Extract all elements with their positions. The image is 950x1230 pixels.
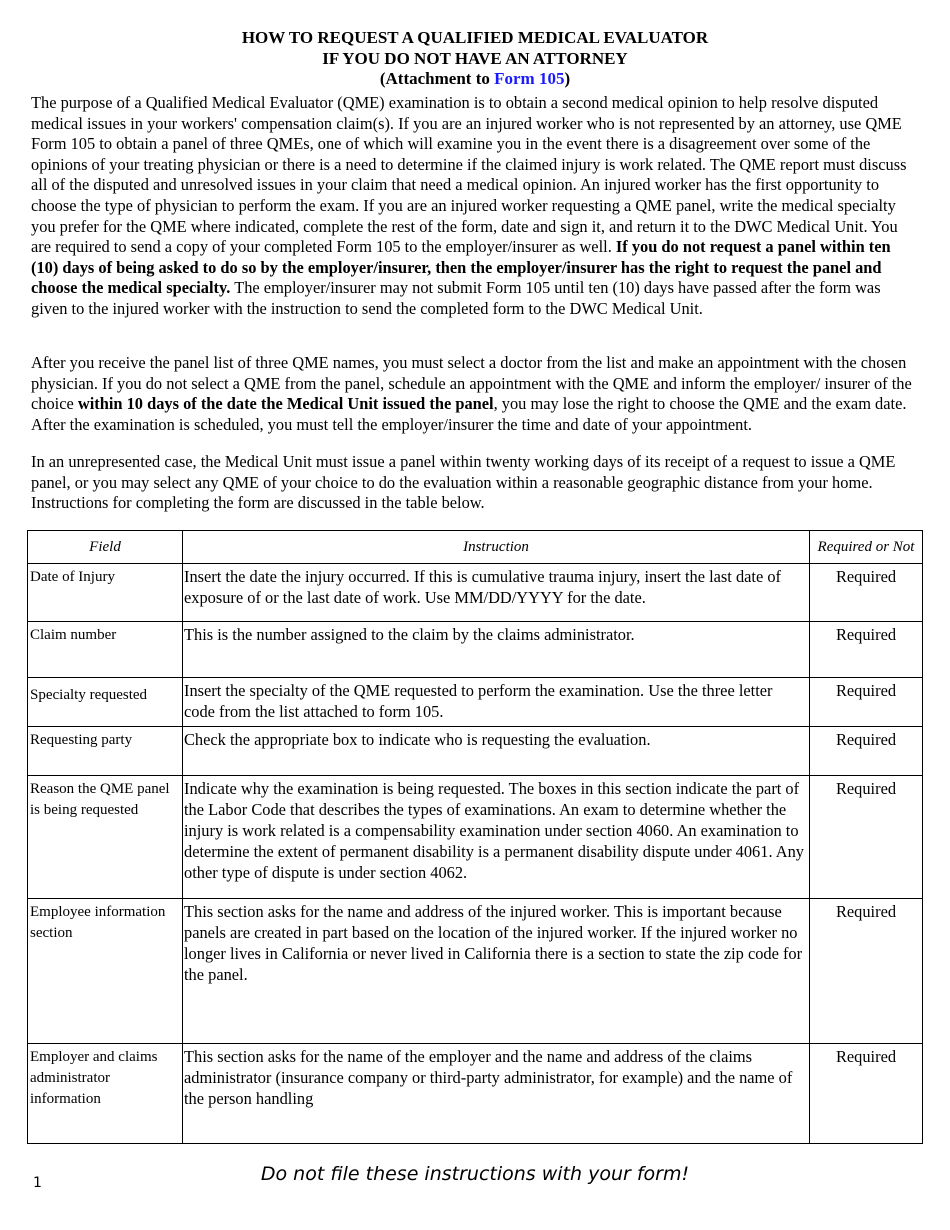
row-instruction: Insert the date the injury occurred. If this is cumulative trauma injury, insert the last date of exposure of or the last date of work. Use MM/DD/YYYY for the date.	[183, 564, 810, 622]
row-instruction: Check the appropriate box to indicate who is requesting the evaluation.	[183, 727, 810, 776]
header-instruction: Instruction	[183, 531, 810, 564]
row-required: Required	[810, 678, 923, 727]
intro-paragraph-2	[31, 353, 919, 435]
table-row	[28, 1044, 923, 1144]
table-row	[28, 776, 923, 899]
intro-p1-text-a: The purpose of a Qualified Medical Evaluator (QME) examination is to obtain a second medical opinion to help resolve disputed medical issues in your workers' compensation claim(s). If you are an injured worker who is not represented by an attorney, use QME Form 105 to obtain a panel of three QMEs, one of which will examine you in the event there is a disagreement over some of the opinions of your treating physician or there is a need to determine if the claimed injury is work related. The QME report must discuss all of the disputed and unresolved issues in your claim that need a medical opinion. An injured worker has the first opportunity to choose the type of physician to perform the exam. If you are an injured worker requesting a QME panel, write the medical specialty you prefer for the QME where indicated, complete the rest of the form, date and sign it, and return it to the DWC Medical Unit. You are required to send a copy of your completed Form 105 to the employer/insurer as well.	[31, 93, 907, 257]
page-number: 1	[33, 1175, 42, 1191]
form-105-link[interactable]: Form 105	[494, 69, 565, 88]
document-title	[0, 28, 950, 90]
row-required: Required	[810, 727, 923, 776]
title-line-3-suffix: )	[564, 69, 571, 88]
header-required: Required or Not	[810, 531, 923, 564]
title-line-3-prefix: (Attachment to	[379, 69, 495, 88]
table-header-row	[28, 531, 923, 564]
intro-paragraph-3: In an unrepresented case, the Medical Unit must issue a panel within twenty working days of its receipt of a request to issue a QME panel, or you may select any QME of your choice to do the evaluation within a reasonable geographic distance from your home. Instructions for completing the form are discussed in the table below.	[31, 452, 896, 513]
table-row	[28, 622, 923, 678]
table-row	[28, 564, 923, 622]
row-required: Required	[810, 1044, 923, 1144]
intro-p1-bold: If you do not request a panel within ten (10) days of being asked to do so by the employer/insurer, then the employer/insurer has the right to request the panel and choose the medical specialty.	[31, 237, 891, 298]
title-line-3	[0, 69, 950, 90]
title-line-2: IF YOU DO NOT HAVE AN ATTORNEY	[322, 48, 628, 68]
row-instruction: This section asks for the name of the employer and the name and address of the claims administrator (insurance company or third-party administrator, for example) and the name of the person handling	[183, 1044, 810, 1144]
intro-p2-text-b: , you may lose the right to choose the QME and the exam date. After the examination is scheduled, you must tell the employer/insurer the time and date of your appointment.	[31, 394, 907, 434]
intro-p1-text-b: The employer/insurer may not submit Form 105 until ten (10) days have passed after the form was given to the injured worker with the instruction to send the completed form to the DWC Medical Unit.	[31, 278, 881, 318]
row-field: Date of Injury	[28, 564, 183, 622]
title-line-1: HOW TO REQUEST A QUALIFIED MEDICAL EVALUATOR	[241, 28, 709, 47]
row-instruction: Indicate why the examination is being requested. The boxes in this section indicate the part of the Labor Code that describes the types of examinations. An exam to determine whether the injury is work related is a compensability examination under section 4060. An examination to determine the extent of permanent disability is a permanent disability dispute under 4061. Any other type of dispute is under section 4062.	[183, 776, 810, 899]
table-row	[28, 899, 923, 1044]
intro-p2-bold: within 10 days of the date the Medical Unit issued the panel	[77, 394, 494, 414]
row-field: Specialty requested	[28, 678, 183, 727]
footer-note: Do not file these instructions with your form!	[260, 1163, 690, 1185]
header-field: Field	[28, 531, 183, 564]
row-field: Claim number	[28, 622, 183, 678]
instructions-table	[27, 530, 923, 1144]
row-field: Employee information section	[28, 899, 183, 1044]
row-required: Required	[810, 622, 923, 678]
row-required: Required	[810, 776, 923, 899]
table-row	[28, 727, 923, 776]
row-instruction: This is the number assigned to the claim by the claims administrator.	[183, 622, 810, 678]
row-instruction: Insert the specialty of the QME requested to perform the examination. Use the three letter code from the list attached to form 105.	[183, 678, 810, 727]
intro-paragraph-1	[31, 93, 919, 320]
row-required: Required	[810, 564, 923, 622]
row-required: Required	[810, 899, 923, 1044]
row-instruction: This section asks for the name and address of the injured worker. This is important because panels are created in part based on the location of the injured worker. If the injured worker no longer lives in California or never lived in California there is a section to state the zip code for the panel.	[183, 899, 810, 1044]
row-field: Employer and claims administrator information	[28, 1044, 183, 1144]
row-field: Reason the QME panel is being requested	[28, 776, 183, 899]
table-row	[28, 678, 923, 727]
intro-p2-text-a: After you receive the panel list of three QME names, you must select a doctor from the list and make an appointment with the chosen physician. If you do not select a QME from the panel, schedule an appointment with the QME and inform the employer/ insurer of the choice	[31, 353, 912, 414]
row-field: Requesting party	[28, 727, 183, 776]
